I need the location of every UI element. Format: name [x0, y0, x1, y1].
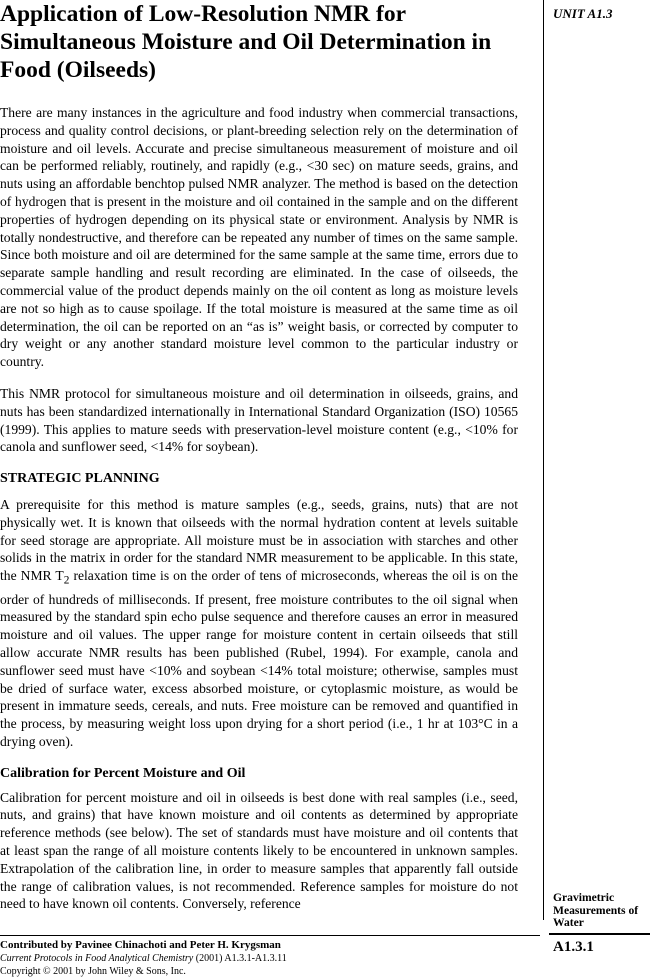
intro-paragraph-2: This NMR protocol for simultaneous moisture and oil determination in oilseeds, grains, and nuts has been standardized internationally in International Standard Organization (ISO) 10565 (1999). This applies to mature seeds with preservation-level moisture content (e.g., <10% for canola and sunflower seed, <14% for soybean).	[0, 385, 518, 455]
citation-line	[0, 952, 540, 965]
calibration-paragraph: Calibration for percent moisture and oil in oilseeds is best done with real samples (i.e., seed, nuts, and grains) that have known moisture and oil contents as determined by appropriate reference methods (see below). The set of standards must have moisture and oil contents that at least span the range of all moisture contents likely to be encountered in unknown samples. Extrapolation of the calibration line, in order to measure samples that apparently fall outside the range of calibration values, is not recommended. Reference samples for moisture do not need to have known oil contents. Conversely, reference	[0, 789, 518, 912]
strategic-text-part-b: relaxation time is on the order of tens of microseconds, whereas the oil is on the order of hundreds of milliseconds. If present, free moisture contributes to the oil signal when measured by the standard spin echo pulse sequence and therefore causes an error in measured moisture and oil values. The upper range for moisture content in certain oilseeds that still allow accurate NMR results has been published (Rubel, 1994). For example, canola and sunflower seed must have <10% and soybean <14% total moisture; otherwise, samples must be dried of surface water, excess absorbed moisture, or cytoplasmic moisture, as would be present in immature seeds, cereals, and nuts. Free moisture can be removed and quantified in the process, by measuring weight loss upon drying for a short period (i.e., 1 hr at 103°C in a drying oven).	[0, 568, 519, 750]
page-number: A1.3.1	[553, 939, 594, 955]
t2-subscript: 2	[63, 574, 70, 587]
contributors: Contributed by Pavinee Chinachoti and Peter H. Krygsman	[0, 939, 281, 951]
page-number-rule	[549, 933, 650, 935]
copyright: Copyright © 2001 by John Wiley & Sons, Inc.	[0, 966, 186, 977]
footer	[0, 939, 540, 978]
intro-paragraph-1: There are many instances in the agriculture and food industry when commercial transactions, process and quality control decisions, or plant-breeding selection rely on the determination of moisture and oil levels. Accurate and precise simultaneous measurement of moisture and oil can be performed reliably, routinely, and rapidly (e.g., <30 sec) on mature seeds, grains, and nuts using an affordable benchtop pulsed NMR analyzer. The method is based on the detection of hydrogen that is present in the moisture and oil contained in the sample and on the different properties of hydrogen depending on its physical state or environment. Analysis by NMR is totally nondestructive, and therefore can be repeated any number of times on the same sample. Since both moisture and oil are determined for the same sample at the same time, errors due to separate sample handling and result recording are eliminated. In the case of oilseeds, the commercial value of the product depends mainly on the oil content as long as moisture levels are not so high as to cause spoilage. If the total moisture is measured at the same time as oil determination, the oil can be reported on an “as is” weight basis, or corrected by computer to dry weight or any another standard moisture level common to the particular industry or country.	[0, 105, 518, 370]
footer-rule	[0, 935, 540, 936]
unit-label: UNIT A1.3	[553, 6, 613, 21]
calibration-heading: Calibration for Percent Moisture and Oil	[0, 765, 246, 781]
citation-pages: (2001) A1.3.1-A1.3.11	[193, 953, 287, 964]
strategic-text-part-a: A prerequisite for this method is mature samples (e.g., seeds, grains, nuts) that are not physically wet. It is known that oilseeds with the normal hydration content at levels suitable for seed storage are appropriate. All moisture must be in association with starches and other solids in the matrix in order for the standard NMR measurement to be applicable. In this state, the NMR T	[0, 496, 518, 584]
page-title: Application of Low-Resolution NMR for Simultaneous Moisture and Oil Determination in Food (Oilseeds)	[0, 1, 492, 83]
strategic-planning-heading: STRATEGIC PLANNING	[0, 471, 160, 487]
journal-name: Current Protocols in Food Analytical Chemistry	[0, 953, 194, 964]
vertical-divider	[543, 0, 544, 920]
strategic-planning-paragraph	[0, 496, 518, 751]
article-body	[0, 104, 518, 913]
section-label: Gravimetric Measurements of Water	[553, 891, 639, 929]
